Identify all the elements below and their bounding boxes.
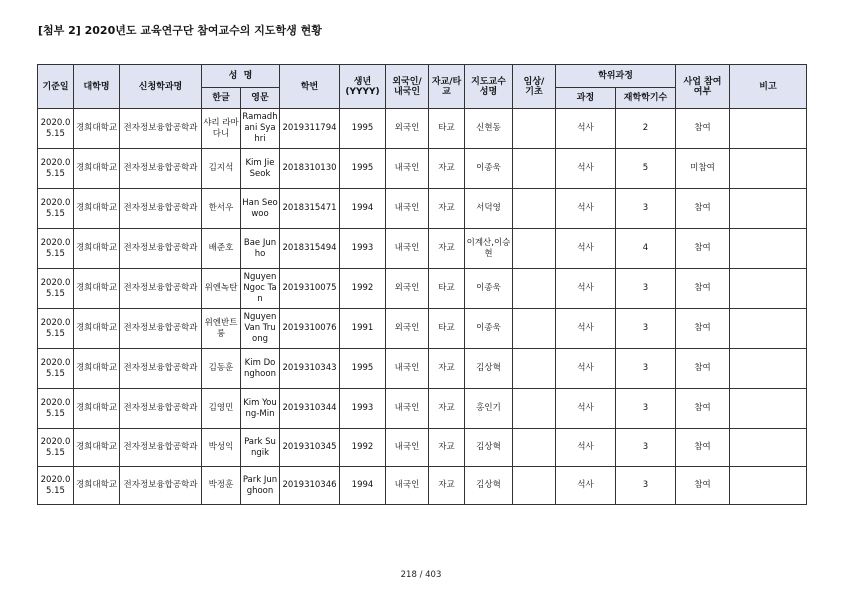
course-cell: 석사 [556,229,616,269]
date-cell: 2020.05.15 [38,269,74,309]
name-en-cell: Bae Junho [241,229,280,269]
participation-cell: 참여 [676,467,730,505]
name-kr-cell: 배준호 [202,229,241,269]
notes-cell [730,149,807,189]
nationality-cell: 외국인 [386,109,429,149]
participation-cell: 참여 [676,349,730,389]
header-university: 대학명 [74,65,120,109]
date-cell: 2020.05.15 [38,109,74,149]
advisor-cell: 이종욱 [465,269,513,309]
course-cell: 석사 [556,429,616,467]
header-notes: 비고 [730,65,807,109]
advisor-cell: 김상혁 [465,467,513,505]
semesters-cell: 3 [616,189,676,229]
notes-cell [730,109,807,149]
course-cell: 석사 [556,309,616,349]
name-en-cell: Kim Jie Seok [241,149,280,189]
table-row [38,429,807,467]
birth-cell: 1993 [340,229,386,269]
semesters-cell: 2 [616,109,676,149]
student-id-cell: 2019310076 [280,309,340,349]
participation-cell: 참여 [676,189,730,229]
course-cell: 석사 [556,349,616,389]
department-cell: 전자정보융합공학과 [120,429,202,467]
date-cell: 2020.05.15 [38,429,74,467]
clinical-cell [513,389,556,429]
notes-cell [730,429,807,467]
university-cell: 경희대학교 [74,109,120,149]
school-cell: 자교 [429,349,465,389]
nationality-cell: 내국인 [386,429,429,467]
school-cell: 자교 [429,389,465,429]
advisor-cell: 홍인기 [465,389,513,429]
course-cell: 석사 [556,149,616,189]
date-cell: 2020.05.15 [38,149,74,189]
name-en-cell: Nguyen Van Truong [241,309,280,349]
university-cell: 경희대학교 [74,389,120,429]
name-en-cell: Park Junghoon [241,467,280,505]
table-row [38,349,807,389]
table-row [38,109,807,149]
nationality-cell: 내국인 [386,149,429,189]
nationality-cell: 내국인 [386,467,429,505]
department-cell: 전자정보융합공학과 [120,149,202,189]
advisee-table [37,64,807,505]
header-course: 과정 [556,88,616,109]
notes-cell [730,269,807,309]
school-cell: 자교 [429,467,465,505]
nationality-cell: 내국인 [386,389,429,429]
semesters-cell: 3 [616,389,676,429]
semesters-cell: 4 [616,229,676,269]
notes-cell [730,189,807,229]
advisor-cell: 신현동 [465,109,513,149]
clinical-cell [513,109,556,149]
birth-cell: 1994 [340,467,386,505]
school-cell: 자교 [429,149,465,189]
table-row [38,229,807,269]
date-cell: 2020.05.15 [38,189,74,229]
header-name-en: 영문 [241,88,280,109]
nationality-cell: 외국인 [386,309,429,349]
birth-cell: 1995 [340,349,386,389]
school-cell: 타교 [429,109,465,149]
notes-cell [730,467,807,505]
participation-cell: 참여 [676,389,730,429]
name-en-cell: Kim Donghoon [241,349,280,389]
nationality-cell: 내국인 [386,189,429,229]
date-cell: 2020.05.15 [38,349,74,389]
advisor-cell: 이종욱 [465,149,513,189]
clinical-cell [513,189,556,229]
header-semesters: 재학학기수 [616,88,676,109]
clinical-cell [513,467,556,505]
semesters-cell: 5 [616,149,676,189]
table-row [38,467,807,505]
clinical-cell [513,149,556,189]
department-cell: 전자정보융합공학과 [120,389,202,429]
name-en-cell: Park Sungik [241,429,280,467]
course-cell: 석사 [556,389,616,429]
birth-cell: 1994 [340,189,386,229]
school-cell: 타교 [429,309,465,349]
document-title: [첨부 2] 2020년도 교육연구단 참여교수의 지도학생 현황 [38,24,322,37]
name-kr-cell: 김영민 [202,389,241,429]
nationality-cell: 외국인 [386,269,429,309]
header-clinical: 임상/ 기초 [513,65,556,109]
birth-cell: 1995 [340,109,386,149]
school-cell: 타교 [429,269,465,309]
clinical-cell [513,349,556,389]
school-cell: 자교 [429,189,465,229]
advisor-cell: 이종욱 [465,309,513,349]
student-id-cell: 2018315494 [280,229,340,269]
university-cell: 경희대학교 [74,149,120,189]
university-cell: 경희대학교 [74,467,120,505]
course-cell: 석사 [556,269,616,309]
participation-cell: 참여 [676,109,730,149]
header-name-kr: 한글 [202,88,241,109]
student-id-cell: 2019310345 [280,429,340,467]
student-id-cell: 2018310130 [280,149,340,189]
table-row [38,309,807,349]
name-kr-cell: 샤리 라마다니 [202,109,241,149]
department-cell: 전자정보융합공학과 [120,467,202,505]
clinical-cell [513,269,556,309]
student-id-cell: 2018315471 [280,189,340,229]
header-birth: 생년 (YYYY) [340,65,386,109]
date-cell: 2020.05.15 [38,389,74,429]
name-en-cell: Ramadhani Syahri [241,109,280,149]
name-en-cell: Nguyen Ngoc Tan [241,269,280,309]
student-id-cell: 2019310343 [280,349,340,389]
name-kr-cell: 위엔반트룽 [202,309,241,349]
advisor-cell: 서덕영 [465,189,513,229]
semesters-cell: 3 [616,429,676,467]
birth-cell: 1995 [340,149,386,189]
clinical-cell [513,229,556,269]
department-cell: 전자정보융합공학과 [120,109,202,149]
birth-cell: 1992 [340,429,386,467]
clinical-cell [513,429,556,467]
student-id-cell: 2019310075 [280,269,340,309]
participation-cell: 참여 [676,429,730,467]
school-cell: 자교 [429,229,465,269]
university-cell: 경희대학교 [74,429,120,467]
nationality-cell: 내국인 [386,229,429,269]
name-kr-cell: 위엔녹탄 [202,269,241,309]
department-cell: 전자정보융합공학과 [120,229,202,269]
student-id-cell: 2019310344 [280,389,340,429]
header-student-id: 학번 [280,65,340,109]
header-nationality: 외국인/ 내국인 [386,65,429,109]
participation-cell: 참여 [676,269,730,309]
header-degree: 학위과정 [556,65,676,88]
advisor-cell: 김상혁 [465,349,513,389]
university-cell: 경희대학교 [74,309,120,349]
participation-cell: 참여 [676,229,730,269]
notes-cell [730,229,807,269]
name-kr-cell: 한서우 [202,189,241,229]
semesters-cell: 3 [616,309,676,349]
semesters-cell: 3 [616,349,676,389]
date-cell: 2020.05.15 [38,467,74,505]
participation-cell: 미참여 [676,149,730,189]
course-cell: 석사 [556,109,616,149]
table-row [38,189,807,229]
notes-cell [730,349,807,389]
student-id-cell: 2019310346 [280,467,340,505]
university-cell: 경희대학교 [74,349,120,389]
semesters-cell: 3 [616,467,676,505]
name-kr-cell: 김동훈 [202,349,241,389]
table-row [38,149,807,189]
name-kr-cell: 박정훈 [202,467,241,505]
header-date: 기준일 [38,65,74,109]
course-cell: 석사 [556,467,616,505]
birth-cell: 1993 [340,389,386,429]
semesters-cell: 3 [616,269,676,309]
header-department: 신청학과명 [120,65,202,109]
university-cell: 경희대학교 [74,189,120,229]
birth-cell: 1991 [340,309,386,349]
participation-cell: 참여 [676,309,730,349]
university-cell: 경희대학교 [74,269,120,309]
notes-cell [730,389,807,429]
date-cell: 2020.05.15 [38,309,74,349]
notes-cell [730,309,807,349]
advisor-cell: 김상혁 [465,429,513,467]
course-cell: 석사 [556,189,616,229]
header-name: 성 명 [202,65,280,88]
university-cell: 경희대학교 [74,229,120,269]
department-cell: 전자정보융합공학과 [120,309,202,349]
name-kr-cell: 박성익 [202,429,241,467]
header-advisor: 지도교수 성명 [465,65,513,109]
table-body [38,109,807,505]
department-cell: 전자정보융합공학과 [120,189,202,229]
department-cell: 전자정보융합공학과 [120,269,202,309]
header-participation: 사업 참여 여부 [676,65,730,109]
name-en-cell: Han Seowoo [241,189,280,229]
header-school: 자교/타 교 [429,65,465,109]
student-id-cell: 2019311794 [280,109,340,149]
department-cell: 전자정보융합공학과 [120,349,202,389]
school-cell: 자교 [429,429,465,467]
name-kr-cell: 김지석 [202,149,241,189]
date-cell: 2020.05.15 [38,229,74,269]
advisor-cell: 이계산,이승현 [465,229,513,269]
table-row [38,269,807,309]
page-number: 218 / 403 [400,570,442,580]
birth-cell: 1992 [340,269,386,309]
table-row [38,389,807,429]
clinical-cell [513,309,556,349]
nationality-cell: 내국인 [386,349,429,389]
name-en-cell: Kim Young-Min [241,389,280,429]
